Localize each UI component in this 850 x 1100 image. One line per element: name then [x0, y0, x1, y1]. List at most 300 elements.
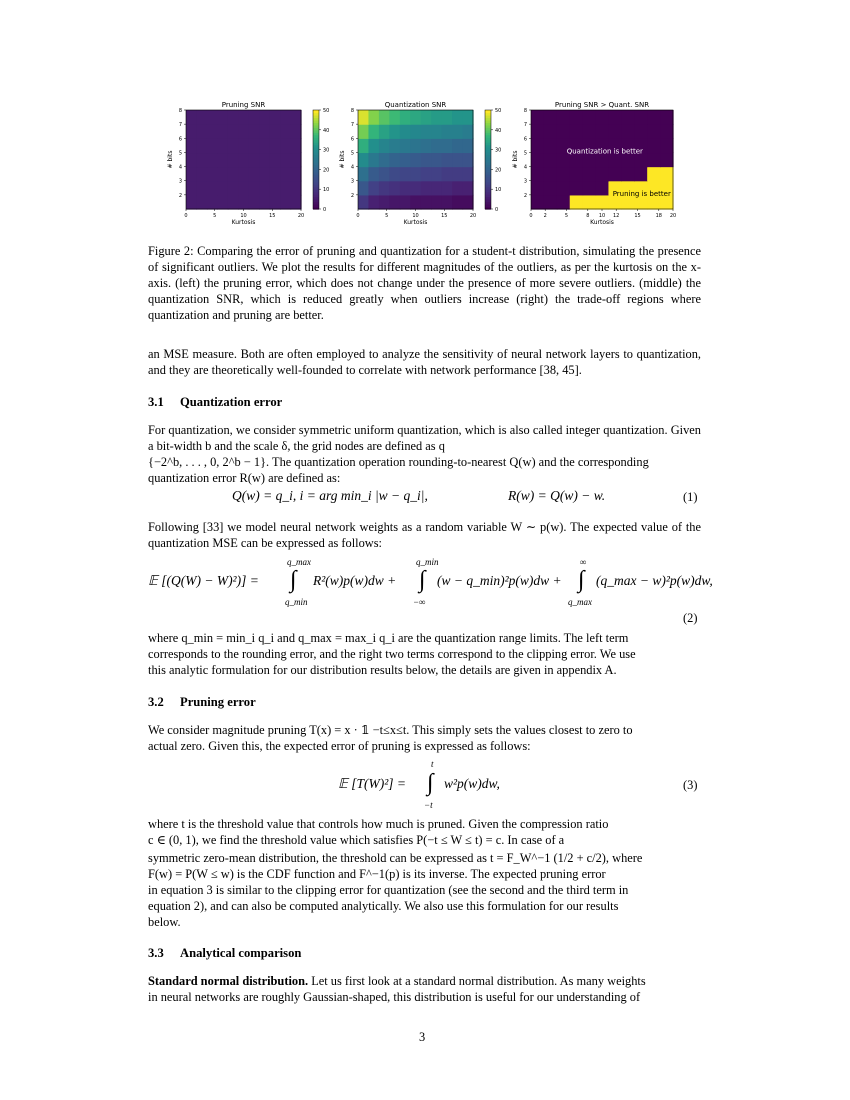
heatmap-cell: [442, 124, 453, 139]
heatmap-cell: [410, 181, 421, 196]
heatmap-cell: [280, 195, 291, 210]
heatmap-cell: [238, 124, 249, 139]
heatmap-cell: [196, 167, 207, 182]
heatmap-panel-1: [167, 101, 329, 226]
heatmap-cell: [196, 152, 207, 167]
heatmap-cell: [452, 181, 463, 196]
paragraph-threshold-line1: where t is the threshold value that controls how much is pruned. Given the compression ratio: [148, 817, 609, 831]
heatmap-cell: [379, 138, 390, 153]
heatmap-cell: [442, 181, 453, 196]
heatmap-cell: [463, 110, 474, 125]
x-tick-label: 20: [469, 213, 477, 219]
heatmap-cell: [207, 195, 218, 210]
paragraph-normal-line1: [148, 973, 701, 989]
heatmap-cell: [557, 181, 571, 196]
heatmap-cell: [410, 124, 421, 139]
heatmap-cell: [379, 124, 390, 139]
colorbar-step: [313, 110, 319, 113]
y-tick-label: 4: [523, 164, 527, 171]
heatmap-cell: [596, 195, 610, 210]
heatmap-cell: [270, 167, 281, 182]
heatmap-cell: [463, 152, 474, 167]
heatmap-cell: [400, 110, 411, 125]
heatmap-cell: [389, 167, 400, 182]
y-tick-label: 4: [178, 164, 182, 171]
paragraph-threshold-line5: in equation 3 is similar to the clipping error for quantization (see the second and the third term in: [148, 883, 629, 897]
integral-sign-eq3: ∫: [427, 770, 434, 796]
x-tick-label: 15: [269, 213, 276, 219]
integral-eq3-upper: t: [431, 759, 434, 769]
heatmap-cell: [442, 138, 453, 153]
heatmap-cell: [259, 152, 270, 167]
heatmap-cell: [660, 138, 674, 153]
heatmap-cell: [238, 152, 249, 167]
heatmap-cell: [531, 167, 545, 182]
equation-1-number: (1): [683, 490, 698, 504]
heatmap-panel-2: [339, 101, 501, 226]
heatmap-cell: [421, 181, 432, 196]
y-axis-label: # bits: [167, 150, 174, 169]
heatmap-cell: [596, 167, 610, 182]
paragraph-where-line2: corresponds to the rounding error, and the right two terms correspond to the clipping error. We use: [148, 647, 636, 661]
y-tick-label: 3: [178, 178, 182, 185]
heatmap-cell: [270, 124, 281, 139]
heatmap-cell: [228, 124, 239, 139]
heatmap-cell: [557, 195, 571, 210]
heatmap-cell: [389, 110, 400, 125]
y-tick-label: 3: [350, 178, 354, 185]
heatmap-cell: [358, 181, 369, 196]
heatmap-cell: [228, 195, 239, 210]
heatmap-cell: [463, 181, 474, 196]
heatmap-cell: [608, 124, 622, 139]
heatmap-cell: [421, 167, 432, 182]
heatmap-cell: [596, 181, 610, 196]
section-title: Pruning error: [180, 695, 256, 709]
x-tick-label: 5: [564, 213, 569, 219]
heatmap-cell: [421, 138, 432, 153]
heatmap-cell: [196, 181, 207, 196]
heatmap-cell: [452, 138, 463, 153]
heatmap-cell: [358, 124, 369, 139]
heatmap-cell: [186, 138, 197, 153]
integral-1-upper: q_max: [287, 557, 311, 567]
heatmap-cell: [442, 110, 453, 125]
heatmap-cell: [647, 110, 661, 125]
heatmap-cell: [389, 124, 400, 139]
heatmap-cell: [442, 195, 453, 210]
heatmap-cell: [431, 195, 442, 210]
heatmap-cell: [583, 110, 597, 125]
paragraph-threshold-line2: c ∈ (0, 1), we find the threshold value which satisfies P(−t ≤ W ≤ t) = c. In case of a: [148, 833, 565, 847]
heatmap-cell: [452, 110, 463, 125]
para-quant-line2: {−2^b, . . . , 0, 2^b − 1}. The quantization operation rounding-to-nearest Q(w) and the corresponding: [148, 455, 649, 469]
heatmap-cell: [270, 138, 281, 153]
heatmap-cell: [249, 110, 260, 125]
heatmap-cell: [557, 124, 571, 139]
heatmap-cell: [280, 138, 291, 153]
equation-1-right: R(w) = Q(w) − w.: [508, 488, 606, 503]
equation-2-number: (2): [683, 611, 698, 625]
heatmap-cell: [544, 152, 558, 167]
y-tick-label: 6: [523, 136, 527, 143]
heatmap-cell: [531, 195, 545, 210]
heatmap-cell: [270, 195, 281, 210]
paragraph-pruning-line2: actual zero. Given this, the expected error of pruning is expressed as follows:: [148, 739, 531, 753]
heatmap-cell: [217, 181, 228, 196]
paragraph-threshold-line3: symmetric zero-mean distribution, the threshold can be expressed as t = F_W^−1 (1/2 + c/2), where: [148, 851, 643, 865]
x-tick-label: 5: [213, 213, 217, 219]
heatmap-cell: [196, 138, 207, 153]
y-axis-label: # bits: [339, 150, 346, 169]
heatmap-cell: [410, 152, 421, 167]
region-label-quantization: Quantization is better: [566, 147, 643, 156]
x-tick-label: 10: [412, 213, 419, 219]
y-tick-label: 7: [178, 122, 182, 129]
heatmap-cell: [217, 138, 228, 153]
heatmap-cell: [217, 195, 228, 210]
heatmap-cell: [270, 152, 281, 167]
heatmap-cell: [368, 124, 379, 139]
x-axis-label: Kurtosis: [590, 219, 614, 226]
x-tick-label: 0: [529, 213, 533, 219]
heatmap-cell: [291, 195, 302, 210]
integral-sign-2: ∫: [419, 567, 426, 593]
section-number: 3.1: [148, 395, 164, 409]
x-axis-label: Kurtosis: [231, 219, 256, 226]
section-3-3-heading: [148, 946, 301, 961]
y-tick-label: 5: [350, 150, 354, 157]
heatmap-cell: [186, 181, 197, 196]
heatmap-cell: [463, 167, 474, 182]
colorbar-tick-label: 10: [495, 187, 502, 194]
heatmap-cell: [531, 138, 545, 153]
heatmap-cell: [634, 124, 648, 139]
heatmap-cell: [410, 138, 421, 153]
paragraph-where-line1: where q_min = min_i q_i and q_max = max_i q_i are the quantization range limits. The left term: [148, 631, 629, 645]
colorbar-tick-label: 40: [323, 127, 330, 134]
heatmap-cell: [217, 167, 228, 182]
colorbar-tick-label: 20: [495, 167, 502, 174]
paragraph-quantization: [148, 422, 701, 454]
y-tick-label: 3: [523, 178, 527, 185]
heatmap-cell: [421, 124, 432, 139]
heatmap-cell: [389, 181, 400, 196]
colorbar-tick-label: 40: [495, 127, 502, 134]
y-tick-label: 2: [178, 192, 182, 199]
heatmap-cell: [228, 110, 239, 125]
heatmap-cell: [379, 181, 390, 196]
page-number: 3: [419, 1030, 426, 1044]
heatmap-cell: [368, 138, 379, 153]
colorbar-tick-label: 20: [323, 167, 330, 174]
heatmap-cell: [280, 110, 291, 125]
heatmap-cell: [358, 195, 369, 210]
heatmap-cell: [452, 152, 463, 167]
heatmap-cell: [358, 167, 369, 182]
heatmap-cell: [207, 152, 218, 167]
heatmap-cell: [259, 110, 270, 125]
heatmap-cell: [421, 195, 432, 210]
heatmap-cell: [270, 181, 281, 196]
x-tick-label: 0: [356, 213, 360, 219]
heatmap-cell: [621, 124, 635, 139]
y-tick-label: 6: [350, 136, 354, 143]
heatmap-cell: [358, 152, 369, 167]
heatmap-cell: [259, 124, 270, 139]
section-number: 3.2: [148, 695, 164, 709]
figure-plots: [150, 95, 710, 235]
x-tick-label: 12: [613, 213, 620, 219]
heatmap-cell: [238, 167, 249, 182]
heatmap-cell: [280, 124, 291, 139]
heatmap-cell: [389, 152, 400, 167]
heatmap-cell: [431, 138, 442, 153]
heatmap-cell: [379, 195, 390, 210]
heatmap-cell: [186, 110, 197, 125]
equation-3-rhs: w²p(w)dw,: [444, 776, 500, 791]
equation-3-number: (3): [683, 778, 698, 792]
heatmap-cell: [291, 124, 302, 139]
heatmap-cell: [660, 152, 674, 167]
heatmap-cell: [280, 167, 291, 182]
heatmap-cell: [207, 110, 218, 125]
y-tick-label: 8: [178, 108, 182, 114]
heatmap-cell: [452, 167, 463, 182]
heatmap-cell: [621, 110, 635, 125]
y-tick-label: 8: [350, 108, 354, 114]
y-tick-label: 4: [350, 164, 354, 171]
heatmap-cell: [228, 167, 239, 182]
heatmap-cell: [291, 138, 302, 153]
heatmap-cell: [207, 124, 218, 139]
heatmap-cell: [442, 152, 453, 167]
heatmap-cell: [196, 124, 207, 139]
heatmap-cell: [400, 124, 411, 139]
integral-2-lower: −∞: [413, 597, 426, 607]
heatmap-cell: [647, 124, 661, 139]
heatmap-cell: [570, 195, 584, 210]
heatmap-cell: [186, 124, 197, 139]
heatmap-cell: [249, 152, 260, 167]
section-title: Quantization error: [180, 395, 283, 409]
integral-sign-1: ∫: [290, 567, 297, 593]
heatmap-cell: [228, 152, 239, 167]
x-tick-label: 18: [655, 213, 662, 219]
heatmap-cell: [431, 152, 442, 167]
heatmap-cell: [570, 124, 584, 139]
heatmap-cell: [368, 181, 379, 196]
heatmap-cell: [660, 167, 674, 182]
heatmap-cell: [389, 195, 400, 210]
x-tick-label: 10: [598, 213, 606, 219]
section-number: 3.3: [148, 946, 164, 960]
colorbar-tick-label: 50: [323, 108, 330, 114]
heatmap-cell: [186, 167, 197, 182]
heatmap-cell: [368, 167, 379, 182]
heatmap-cell: [186, 152, 197, 167]
heatmap-cell: [431, 181, 442, 196]
heatmap-cell: [608, 110, 622, 125]
heatmap-cell: [621, 167, 635, 182]
heatmap-cell: [544, 195, 558, 210]
integral-sign-3: ∫: [578, 567, 585, 593]
colorbar-tick-label: 0: [323, 207, 327, 213]
heatmap-cell: [207, 181, 218, 196]
x-tick-label: 2: [543, 213, 547, 219]
heatmap-cell: [228, 181, 239, 196]
equation-1-left: Q(w) = q_i, i = arg min_i |w − q_i|,: [232, 488, 428, 503]
colorbar-tick-label: 30: [323, 147, 330, 154]
heatmap-cell: [544, 181, 558, 196]
heatmap-cell: [410, 110, 421, 125]
heatmap-cell: [291, 167, 302, 182]
heatmap-cell: [452, 195, 463, 210]
paragraph-normal-text: Let us first look at a standard normal distribution. As many weights: [308, 974, 646, 988]
heatmap-cell: [583, 195, 597, 210]
heatmap-cell: [431, 124, 442, 139]
heatmap-cell: [249, 167, 260, 182]
paragraph-following: Following [33] we model neural network weights as a random variable W ∼ p(w). The expected value of the quantization MSE can be expressed as follows:: [148, 520, 701, 550]
y-tick-label: 7: [350, 122, 354, 129]
heatmap-cell: [217, 152, 228, 167]
paragraph-threshold-line7: below.: [148, 915, 181, 929]
figure-caption: Figure 2: Comparing the error of pruning and quantization for a student-t distribution, simulating the presence of significant outliers. We plot the results for different magnitudes of the outliers, as per the kurtosis on the x-axis. (left) the pruning error, which does not change under the presence of more severe outliers. (middle) the quantization SNR, which is reduced greatly when outliers increase (right) the trade-off regions where quantization and pruning are better.: [148, 244, 701, 322]
heatmap-cell: [647, 138, 661, 153]
heatmap-cell: [400, 152, 411, 167]
heatmap-cell: [238, 195, 249, 210]
x-tick-label: 10: [240, 213, 247, 219]
heatmap-cell: [634, 110, 648, 125]
heatmap-cell: [280, 152, 291, 167]
integral-2-upper: q_min: [416, 557, 439, 567]
heatmap-cell: [442, 167, 453, 182]
heatmap-cell: [400, 181, 411, 196]
heatmap-cell: [410, 195, 421, 210]
heatmap-cell: [291, 110, 302, 125]
paragraph-normal-line2: in neural networks are roughly Gaussian-shaped, this distribution is useful for our understanding of: [148, 990, 641, 1004]
integral-eq3-lower: −t: [424, 800, 433, 810]
x-tick-label: 15: [634, 213, 641, 219]
heatmap-cell: [389, 138, 400, 153]
paragraph-run-in-title: Standard normal distribution.: [148, 974, 309, 988]
heatmap-cell: [217, 110, 228, 125]
heatmap-cell: [531, 110, 545, 125]
heatmap-cell: [259, 138, 270, 153]
heatmap-cell: [207, 138, 218, 153]
heatmap-cell: [557, 167, 571, 182]
x-tick-label: 5: [385, 213, 389, 219]
heatmap-cell: [291, 181, 302, 196]
heatmap-cell: [660, 124, 674, 139]
para-quant-line1: For quantization, we consider symmetric uniform quantization, which is also called integer quantization. Given a bit-width b and the scale δ, the grid nodes are defined as q: [148, 423, 701, 453]
heatmap-cell: [531, 181, 545, 196]
colorbar-tick-label: 0: [495, 207, 499, 213]
equation-2-term3: (q_max − w)²p(w)dw,: [596, 573, 713, 588]
paragraph-threshold-line4: F(w) = P(W ≤ w) is the CDF function and F^−1(p) is its inverse. The expected pruning error: [148, 867, 606, 881]
paragraph-pruning-line1: We consider magnitude pruning T(x) = x · 𝟙 −t≤x≤t. This simply sets the values closest to zero to: [148, 723, 633, 737]
heatmap-cell: [544, 138, 558, 153]
heatmap-cell: [634, 167, 648, 182]
heatmap-cell: [463, 138, 474, 153]
y-tick-label: 2: [350, 192, 354, 199]
heatmap-cell: [410, 167, 421, 182]
heatmap-cell: [544, 167, 558, 182]
heatmap-cell: [583, 167, 597, 182]
y-axis-label: # bits: [512, 150, 519, 169]
heatmap-cell: [249, 181, 260, 196]
heatmap-cell: [570, 167, 584, 182]
heatmap-cell: [259, 167, 270, 182]
heatmap-cell: [358, 138, 369, 153]
heatmap-cell: [596, 124, 610, 139]
heatmap-cell: [368, 110, 379, 125]
integral-3-upper: ∞: [580, 557, 587, 567]
heatmap-cell: [259, 195, 270, 210]
heatmap-cell: [570, 181, 584, 196]
heatmap-cell: [660, 110, 674, 125]
region-label-pruning: Pruning is better: [612, 190, 671, 199]
heatmap-cell: [238, 110, 249, 125]
x-tick-label: 0: [184, 213, 188, 219]
paragraph-where-line3: this analytic formulation for our distribution results below, the details are given in appendix A.: [148, 663, 617, 677]
heatmap-cell: [249, 124, 260, 139]
section-3-2-heading: [148, 695, 256, 710]
heatmap-cell: [249, 195, 260, 210]
paragraph-mse: an MSE measure. Both are often employed to analyze the sensitivity of neural network layers to quantization, and they are theoretically well-founded to correlate with network performance [38, 45].: [148, 347, 701, 377]
heatmap-cell: [570, 110, 584, 125]
heatmap-cell: [379, 152, 390, 167]
y-tick-label: 8: [523, 108, 527, 114]
equation-2-lhs: 𝔼 [(Q(W) − W)²)] =: [148, 573, 259, 588]
heatmap-cell: [238, 181, 249, 196]
y-tick-label: 5: [178, 150, 182, 157]
heatmap-cell: [544, 124, 558, 139]
equation-2-term1: R²(w)p(w)dw +: [313, 573, 397, 588]
colorbar-tick-label: 50: [495, 108, 502, 114]
heatmap-cell: [249, 138, 260, 153]
heatmap-cell: [270, 110, 281, 125]
heatmap-cell: [463, 124, 474, 139]
y-tick-label: 7: [523, 122, 527, 129]
heatmap-cell: [291, 152, 302, 167]
heatmap-cell: [196, 195, 207, 210]
colorbar-step: [485, 110, 491, 113]
paragraph-threshold-line6: equation 2), and can also be computed analytically. We also use this formulation for our results: [148, 899, 619, 913]
heatmap-cell: [647, 152, 661, 167]
heatmap-cell: [259, 181, 270, 196]
y-tick-label: 2: [523, 192, 527, 199]
heatmap-cell: [608, 167, 622, 182]
heatmap-cell: [531, 152, 545, 167]
heatmap-cell: [280, 181, 291, 196]
heatmap-cell: [544, 110, 558, 125]
integral-1-lower: q_min: [285, 597, 308, 607]
heatmap-cell: [531, 124, 545, 139]
heatmap-cell: [647, 167, 661, 182]
heatmap-cell: [557, 110, 571, 125]
x-tick-label: 15: [441, 213, 448, 219]
colorbar-tick-label: 30: [495, 147, 502, 154]
heatmap-panel-3: [512, 101, 676, 226]
heatmap-cell: [368, 152, 379, 167]
para-quant-line3: quantization error R(w) are defined as:: [148, 471, 341, 485]
heatmap-cell: [452, 124, 463, 139]
heatmap-cell: [207, 167, 218, 182]
heatmap-cell: [583, 181, 597, 196]
section-title: Analytical comparison: [180, 946, 302, 960]
heatmap-cell: [238, 138, 249, 153]
